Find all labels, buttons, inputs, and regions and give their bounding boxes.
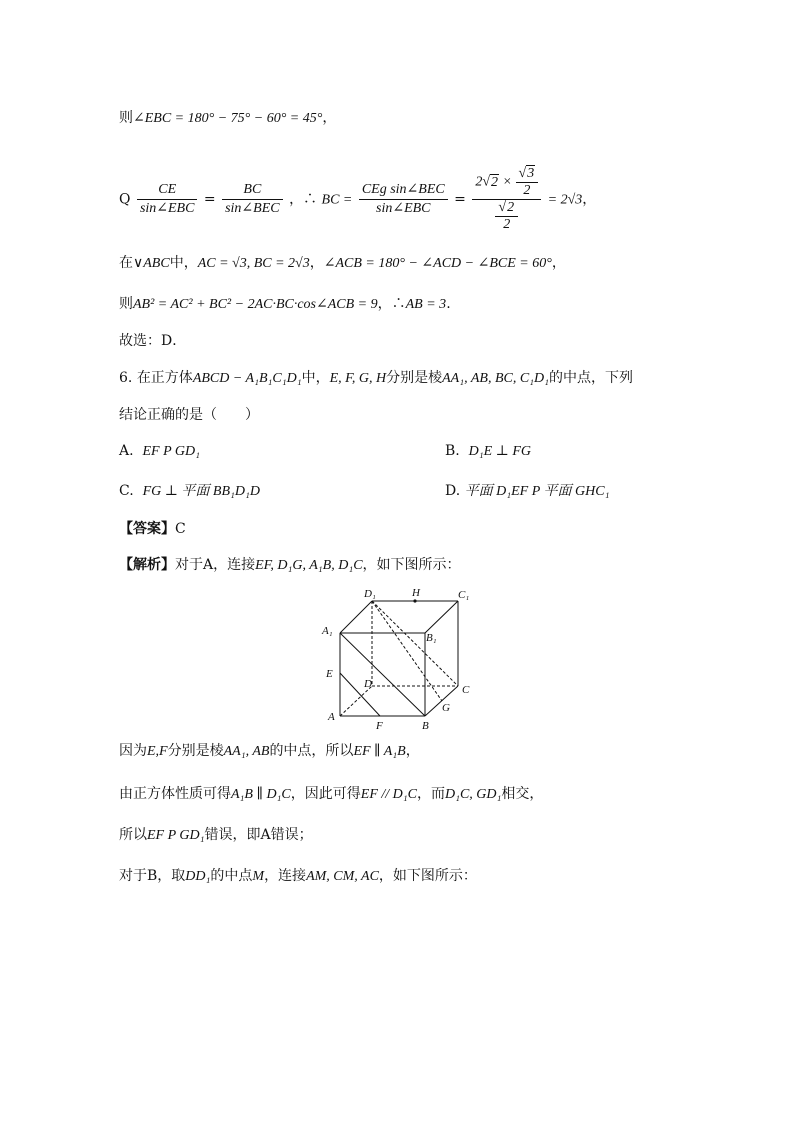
option-b: B. D₁E ⊥ FG [445,443,532,459]
analysis-p4: 对于B，取DD₁的中点M，连接AM, CM, AC，如下图所示： [119,868,477,884]
option-d: D. 平面 D₁EF P 平面 GHC₁ [445,483,610,499]
label-h: H [412,587,420,599]
angle-acb-expression: ∠ACB = 180° − ∠ACD − ∠BCE = 60° [323,256,552,271]
answer-line [119,519,186,539]
label-g: G [442,702,450,714]
denominator: sin∠BEC [225,201,280,216]
therefore-sign: ，∴ [289,191,318,208]
triangle-symbol: ∨ABC [133,256,170,271]
ab-cosine-line: 则AB² = AC² + BC² − 2AC·BC·cos∠ACB = 9，∴AB = 3. [119,296,451,312]
label-c: C [462,684,470,696]
choice-d-line: 故选：D． [119,333,187,349]
fraction-ce-sin-ebc [137,181,198,218]
bc-label: BC = [321,192,353,208]
complex-denominator: $\frac{√2}{2}$ [472,200,541,233]
numerator: CE [137,181,198,200]
triangle-abc-line: 在∨ABC中，AC = √3, BC = 2√3，∠ACB = 180° − ∠ACD − ∠BCE = 60°， [119,255,566,271]
cube-name: ABCD − A₁B₁C₁D₁ [192,371,302,386]
question-6-line-2: 结论正确的是（ ） [119,407,259,423]
question-number: 6. [119,370,133,386]
edge-b1-c1 [425,601,458,633]
sine-ratio-line: Q $\frac{CE}{\text{sin∠EBC}}$ = $\frac{BC}{\text{sin∠BEC}}$ ，∴ BC = $\frac{\text{CEg sin∠BEC}}{\text{sin∠EBC}}$ = 2√2 × $\frac{√3}{2}$ $\frac{√2}{2}$ = 2√3， [119,166,597,232]
analysis-p1: 因为E,F分别是棱AA₁, AB的中点，所以EF ∥ A₁B， [119,743,420,759]
points-list: E, F, G, H [329,371,387,386]
label-d: D [364,678,372,690]
prefix-text: 则 [119,110,133,126]
analysis-intro-line: 【解析】对于A，连接EF, D₁G, A₁B, D₁C，如下图所示： [119,557,461,573]
label-c1: C₁ [458,589,470,601]
edge-a1-d1 [340,601,372,633]
label-e: E [326,668,333,680]
side-lengths: AC = √3, BC = 2√3 [197,256,310,271]
question-6-line-1: 6. 在正方体ABCD − A₁B₁C₁D₁中，E, F, G, H分别是棱AA₁, AB, BC, C₁D₁的中点，下列 [119,370,634,386]
fraction-complex [472,166,541,233]
option-a: A. EF P GD₁ [119,443,200,459]
edges-list: AA₁, AB, BC, C₁D₁ [442,371,550,386]
label-b: B [422,720,429,732]
ab-result: AB = 3 [405,297,447,312]
label-f: F [376,720,383,732]
segment-e-f [340,673,380,716]
label-a1: A₁ [322,625,333,637]
analysis-p3: 所以EF P GD₁错误，即A错误； [119,827,313,843]
point-h [413,599,416,602]
label-d1: D₁ [364,588,376,600]
fraction-bc-sin-bec [222,181,283,218]
label-a: A [328,711,335,723]
complex-numerator: 2√2 × $\frac{√3}{2}$ [472,166,541,200]
angle-ebc-line [119,108,336,129]
punct: ， [322,110,337,126]
denominator: sin∠EBC [139,201,195,216]
label-b1: B₁ [426,632,437,644]
cosine-law-expression: AB² = AC² + BC² − 2AC·BC·cos∠ACB = 9 [133,297,378,312]
glyph-q: Q [119,191,131,208]
cube-figure [318,583,478,733]
connections-list: EF, D₁G, A₁B, D₁C [255,558,363,573]
analysis-label: 【解析】 [119,557,175,573]
numerator: BC [222,181,283,200]
angle-expression: ∠EBC = 180° − 75° − 60° = 45° [133,111,323,126]
fraction-ceg-sin [359,181,448,218]
answer-value: C [175,521,186,537]
numerator: CEg sin∠BEC [359,181,448,200]
option-c: C. FG ⊥ 平面 BB₁D₁D [119,483,260,499]
analysis-p2: 由正方体性质可得A₁B ∥ D₁C，因此可得EF // D₁C，而D₁C, GD₁相交， [119,786,544,802]
denominator: sin∠EBC [376,201,431,216]
result-expression: = 2√3 [547,192,583,208]
answer-label: 【答案】 [119,521,175,537]
